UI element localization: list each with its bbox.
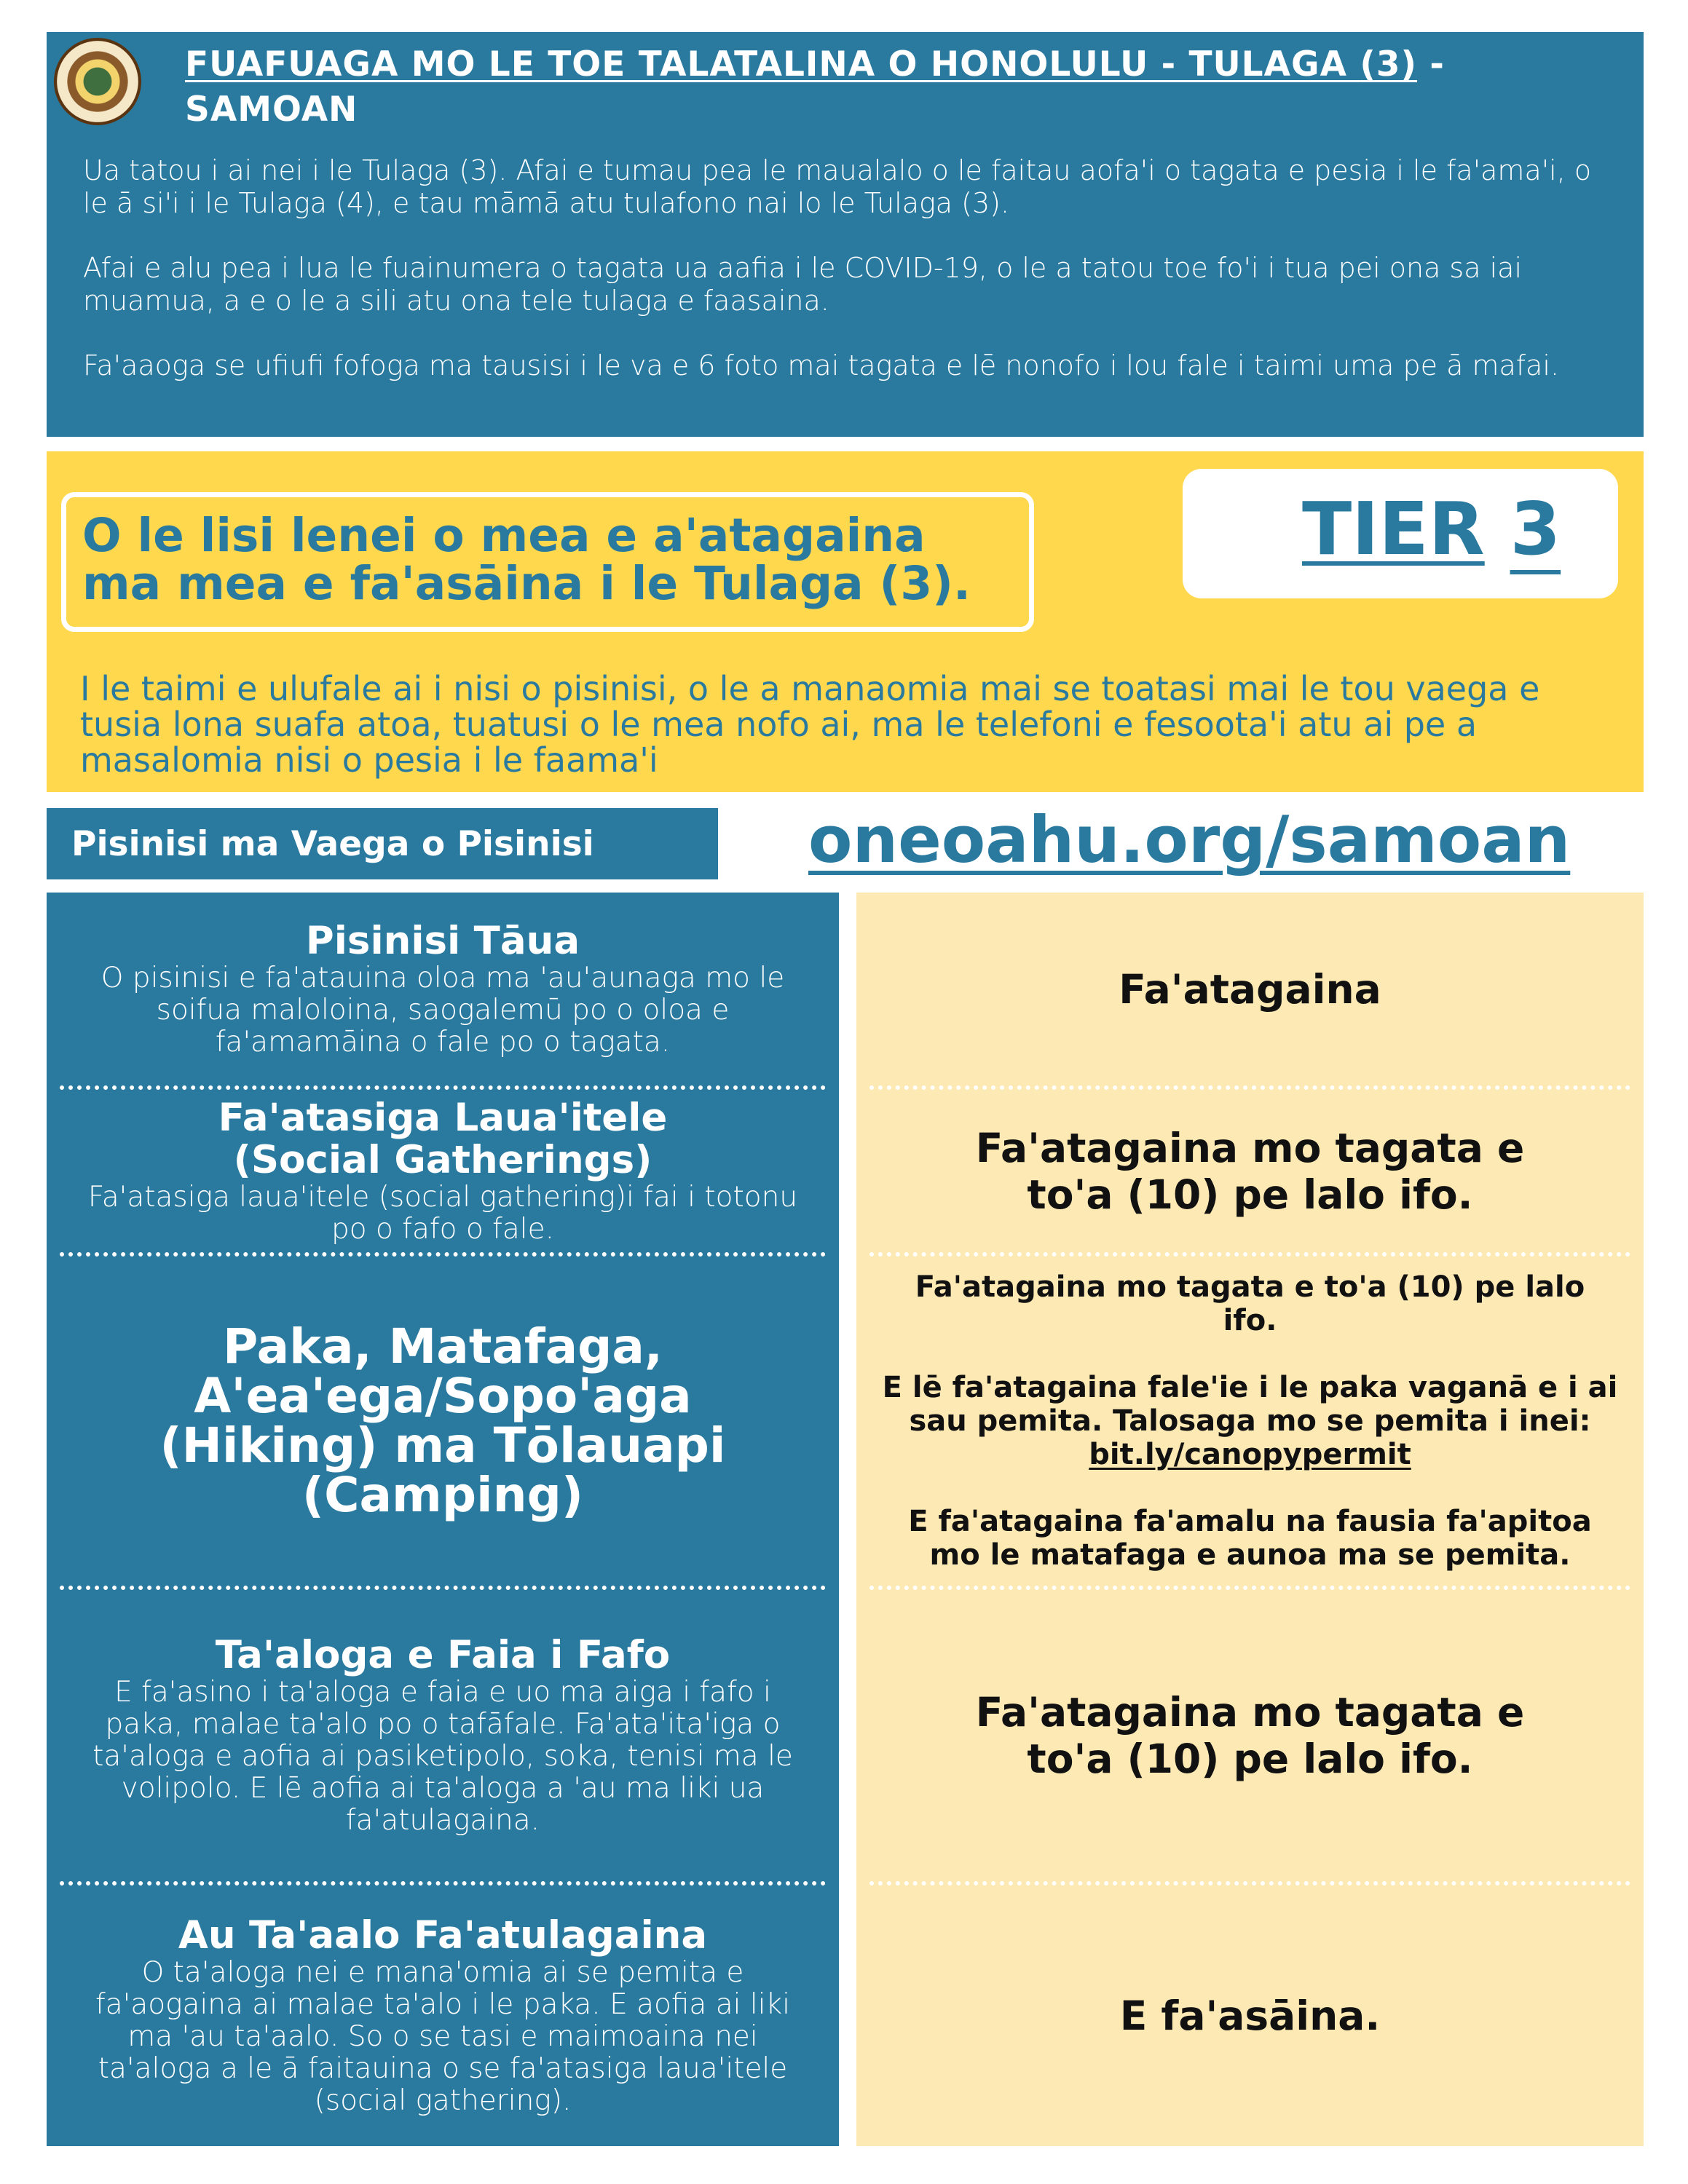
status-cell <box>856 1590 1644 1881</box>
activity-title: Au Ta'aalo Fa'atulagaina <box>178 1913 708 1958</box>
row-divider <box>869 1085 1630 1090</box>
activity-title: Fa'atasiga Laua'itele (Social Gatherings) <box>218 1096 668 1182</box>
activity-description: E fa'asino i ta'aloga e faia e uo ma aiga i fafo i paka, malae ta'alo po o tafāfale. Fa'ata'ita'iga o ta'aloga e aofia ai pasiketipolo, soka, tenisi ma le volipolo. E lē aofia ai ta'aloga a 'au ma liki ua fa'atulagaina. <box>92 1676 793 1837</box>
city-seal-logo <box>54 38 141 125</box>
status-cell <box>856 1257 1644 1586</box>
table-row <box>47 1257 839 1586</box>
header-banner <box>47 32 1644 437</box>
activity-title: Ta'aloga e Faia i Fafo <box>215 1633 671 1677</box>
table-row <box>47 1590 839 1881</box>
header-paragraph: Ua tatou i ai nei i le Tulaga (3). Afai e tumau pea le maualalo o le faitau aofa'i o tagata e pesia i le fa'ama'i, o le ā si'i i le Tulaga (4), e tau māmā atu tulafono nai lo le Tulaga (3). <box>83 154 1592 219</box>
row-divider <box>60 1085 826 1090</box>
status-text: E lē fa'atagaina fale'ie i le paka vaganā e i ai sau pemita. Talosaga mo se pemita i inei: <box>882 1371 1618 1438</box>
status-text: E fa'asāina. <box>1119 1993 1381 2039</box>
table-row <box>47 1886 839 2146</box>
tier-word: TIER <box>1302 486 1485 571</box>
title-main: FUAFUAGA MO LE TOE TALATALINA O HONOLULU - TULAGA <box>185 44 1360 84</box>
header-paragraph: Fa'aaoga se ufiufi fofoga ma tausisi i le va e 6 foto mai tagata e lē nonofo i lou fale i taimi uma pe ā mafai. <box>83 349 1560 381</box>
tier-label <box>1302 486 1561 571</box>
website-link[interactable]: oneoahu.org/samoan <box>808 802 1571 877</box>
permit-link[interactable]: bit.ly/canopypermit <box>1089 1438 1411 1471</box>
page-title <box>185 42 1583 132</box>
tier-badge <box>1183 469 1618 598</box>
activity-description: O pisinisi e fa'atauina oloa ma 'au'aunaga mo le soifua maloloina, saogalemū po o oloa e fa'amamāina o fale po o tagata. <box>100 961 785 1059</box>
status-cell <box>856 893 1644 1085</box>
tier-number: 3 <box>1510 486 1561 571</box>
status-text: E fa'atagaina fa'amalu na fausia fa'apitoa mo le matafaga e aunoa ma se pemita. <box>908 1505 1592 1572</box>
table-row <box>47 1091 839 1252</box>
title-language: - SAMOAN <box>185 44 1445 130</box>
header-body <box>83 154 1612 414</box>
callout-title: O le lisi lenei o mea e a'atagaina ma mea e fa'asāina i le Tulaga (3). <box>82 509 971 610</box>
status-text: Fa'atagaina mo tagata e to'a (10) pe lalo ifo. <box>975 1125 1525 1218</box>
activity-description: O ta'aloga nei e mana'omia ai se pemita e fa'aogaina ai malae ta'alo i le paka. E aofia ai liki ma 'au ta'aalo. So o se tasi e maimoaina nei ta'aloga a le ā faitauina o se fa'atasiga laua'itele (social gathering). <box>95 1956 790 2117</box>
tier-info-band <box>47 451 1644 792</box>
status-cell <box>856 1091 1644 1252</box>
section-label: Pisinisi ma Vaega o Pisinisi <box>47 808 718 879</box>
activity-column <box>47 893 839 2146</box>
activity-title: Pisinisi Tāua <box>305 918 580 963</box>
activity-description: Fa'atasiga laua'itele (social gathering)i fai i totonu po o fafo o fale. <box>87 1181 798 1246</box>
status-cell <box>856 1886 1644 2146</box>
status-text: Fa'atagaina mo tagata e to'a (10) pe lalo ifo. <box>915 1270 1585 1337</box>
status-text: Fa'atagaina <box>1119 965 1381 1013</box>
contact-tracing-note: I le taimi e ulufale ai i nisi o pisinisi, o le a manaomia mai se toatasi mai le tou vaega e tusia lona suafa atoa, tuatusi o le mea nofo ai, ma le telefoni e fesoota'i atu ai pe a masalomia nisi o pesia i le faama'i <box>80 669 1540 780</box>
status-column <box>856 893 1644 2146</box>
table-row <box>47 893 839 1085</box>
title-tier: (3) <box>1360 44 1417 84</box>
list-callout-box <box>61 492 1034 632</box>
activity-title: Paka, Matafaga, A'ea'ega/Sopo'aga (Hiking) ma Tōlauapi (Camping) <box>159 1318 726 1523</box>
header-paragraph: Afai e alu pea i lua le fuainumera o tagata ua aafia i le COVID-19, o le a tatou toe fo'i i tua pei ona sa iai muamua, a e o le a sili atu ona tele tulaga e faasaina. <box>83 252 1522 317</box>
status-text: Fa'atagaina mo tagata e to'a (10) pe lalo ifo. <box>975 1689 1525 1782</box>
